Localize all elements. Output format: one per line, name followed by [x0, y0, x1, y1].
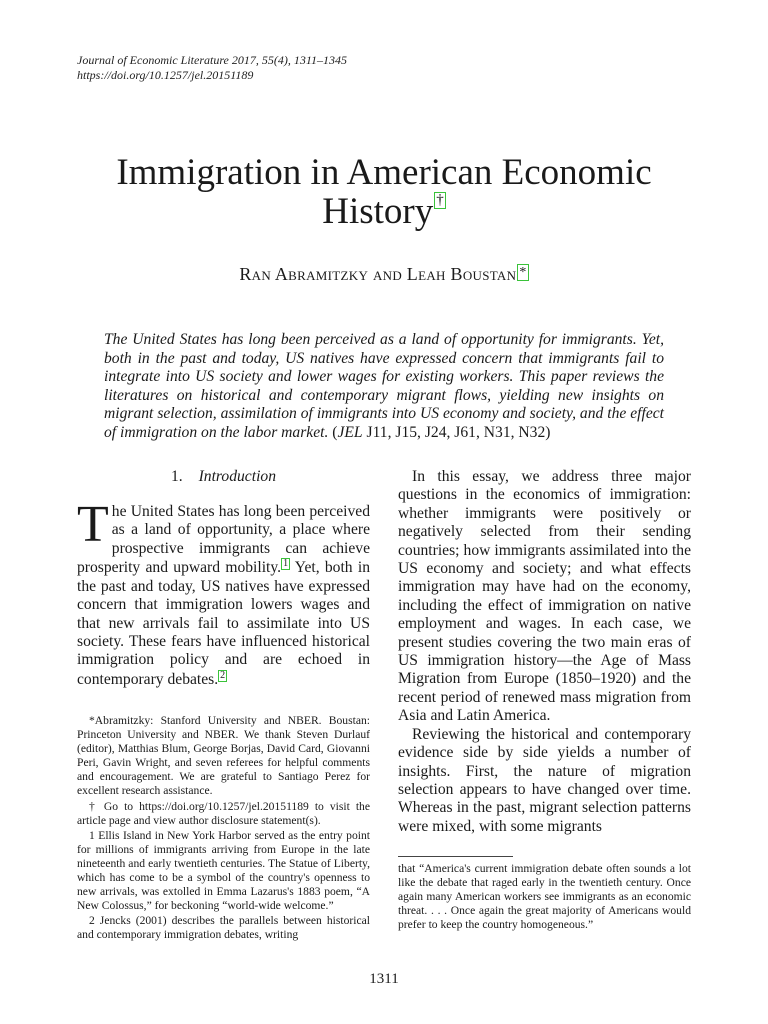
- section-heading: [77, 468, 370, 486]
- page-number: 1311: [369, 971, 399, 987]
- footnote-star: *Abramitzky: Stanford University and NBER. Boustan: Princeton University and NBER. We thank Steven Durlauf (editor), Matthias Blum, George Borjas, David Card, Giovanni Peri, Gavin Wright, and seven referees for helpful comments and encouragement. We are grateful to Santiago Perez for excellent research assistance.: [77, 714, 370, 798]
- right-paragraph-1: In this essay, we address three major questions in the economics of immigration: whether immigrants were positively or negatively selected from their sending countries; how immigrants assimilated into the US economy and society; and what effects immigration may have had on the economy, including the effect of immigration on native employment and wages. In each case, we present studies covering the two main eras of US immigration history—the Age of Mass Migration from Europe (1850–1920) and the recent period of renewed mass migration from Asia and Latin America.: [398, 468, 691, 725]
- journal-citation: [77, 53, 347, 83]
- section-title: Introduction: [198, 468, 276, 485]
- footnote-dagger: † Go to https://doi.org/10.1257/jel.20151189 to visit the article page and view author disclosure statement(s).: [77, 799, 370, 827]
- title-line-2: History: [322, 191, 434, 232]
- paper-title: [60, 153, 708, 231]
- jel-codes: (JEL J11, J15, J24, J61, N31, N32): [332, 423, 551, 441]
- footnote-2: 2 Jencks (2001) describes the parallels between historical and contemporary immigration debates, writing: [77, 914, 370, 942]
- journal-line: Journal of Economic Literature 2017, 55(4), 1311–1345: [77, 53, 347, 67]
- footnote-divider: [398, 856, 513, 857]
- right-paragraph-2: Reviewing the historical and contemporary evidence side by side yields a number of insights. First, the nature of migration selection appears to have changed over time. Whereas in the past, migrant selection patterns were mixed, with some migrants: [398, 725, 691, 835]
- left-footnotes: [77, 714, 370, 944]
- left-column: [77, 496, 370, 689]
- author-footnote-link[interactable]: *: [519, 265, 527, 280]
- doi-line: https://doi.org/10.1257/jel.20151189: [77, 68, 254, 82]
- intro-paragraph: [77, 496, 370, 689]
- drop-cap: T: [77, 496, 109, 553]
- author-line: [60, 264, 708, 285]
- jel-label: JEL: [337, 423, 363, 441]
- jel-code-list: J11, J15, J24, J61, N31, N32): [362, 423, 551, 441]
- footnote-continuation: that “America's current immigration debate often sounds a lot like the debate that raged early in the twentieth century. Once again many American workers see immigrants as an economic threat. . . . Once again the great majority of Americans would prefer to keep the country homogeneous.”: [398, 862, 691, 932]
- footnote-link-1[interactable]: 1: [283, 558, 289, 570]
- abstract-text: The United States has long been perceived as a land of opportunity for immigrants. Yet, both in the past and today, US natives have expressed concern that immigrants fail to integrate into US society and lower wages for existing workers. This paper reviews the literatures on historical and contemporary migrant flows, yielding new insights on migrant selection, assimilation of immigrants into US economy and society, and the effect of immigration on the labor market.: [104, 331, 664, 441]
- footnote-1: 1 Ellis Island in New York Harbor served as the entry point for millions of immigrants arriving from Europe in the late nineteenth and early twentieth centuries. The Statue of Liberty, which has come to be a symbol of the country's openness to new arrivals, was extolled in Emma Lazarus's 1883 poem, “A New Colossus,” for beckoning “world-wide welcome.”: [77, 828, 370, 913]
- author-names: Ran Abramitzky and Leah Boustan: [239, 264, 517, 284]
- intro-text-b: Yet, both in the past and today, US natives have expressed concern that immigration lowers wages and that new arrivals fail to assimilate into US society. These fears have influenced historical immigration policy and are echoed in contemporary debates.: [77, 559, 370, 689]
- intro-text-a: he United States has long been perceived as a land of opportunity, a place where prospective immigrants can achieve prosperity and upward mobility.: [77, 503, 370, 577]
- footnote-link-2[interactable]: 2: [220, 669, 226, 681]
- right-column: [398, 468, 691, 836]
- abstract: [104, 331, 664, 443]
- section-number: 1.: [171, 468, 183, 485]
- title-line-1: Immigration in American Economic: [116, 152, 652, 193]
- title-footnote-link[interactable]: †: [436, 192, 444, 208]
